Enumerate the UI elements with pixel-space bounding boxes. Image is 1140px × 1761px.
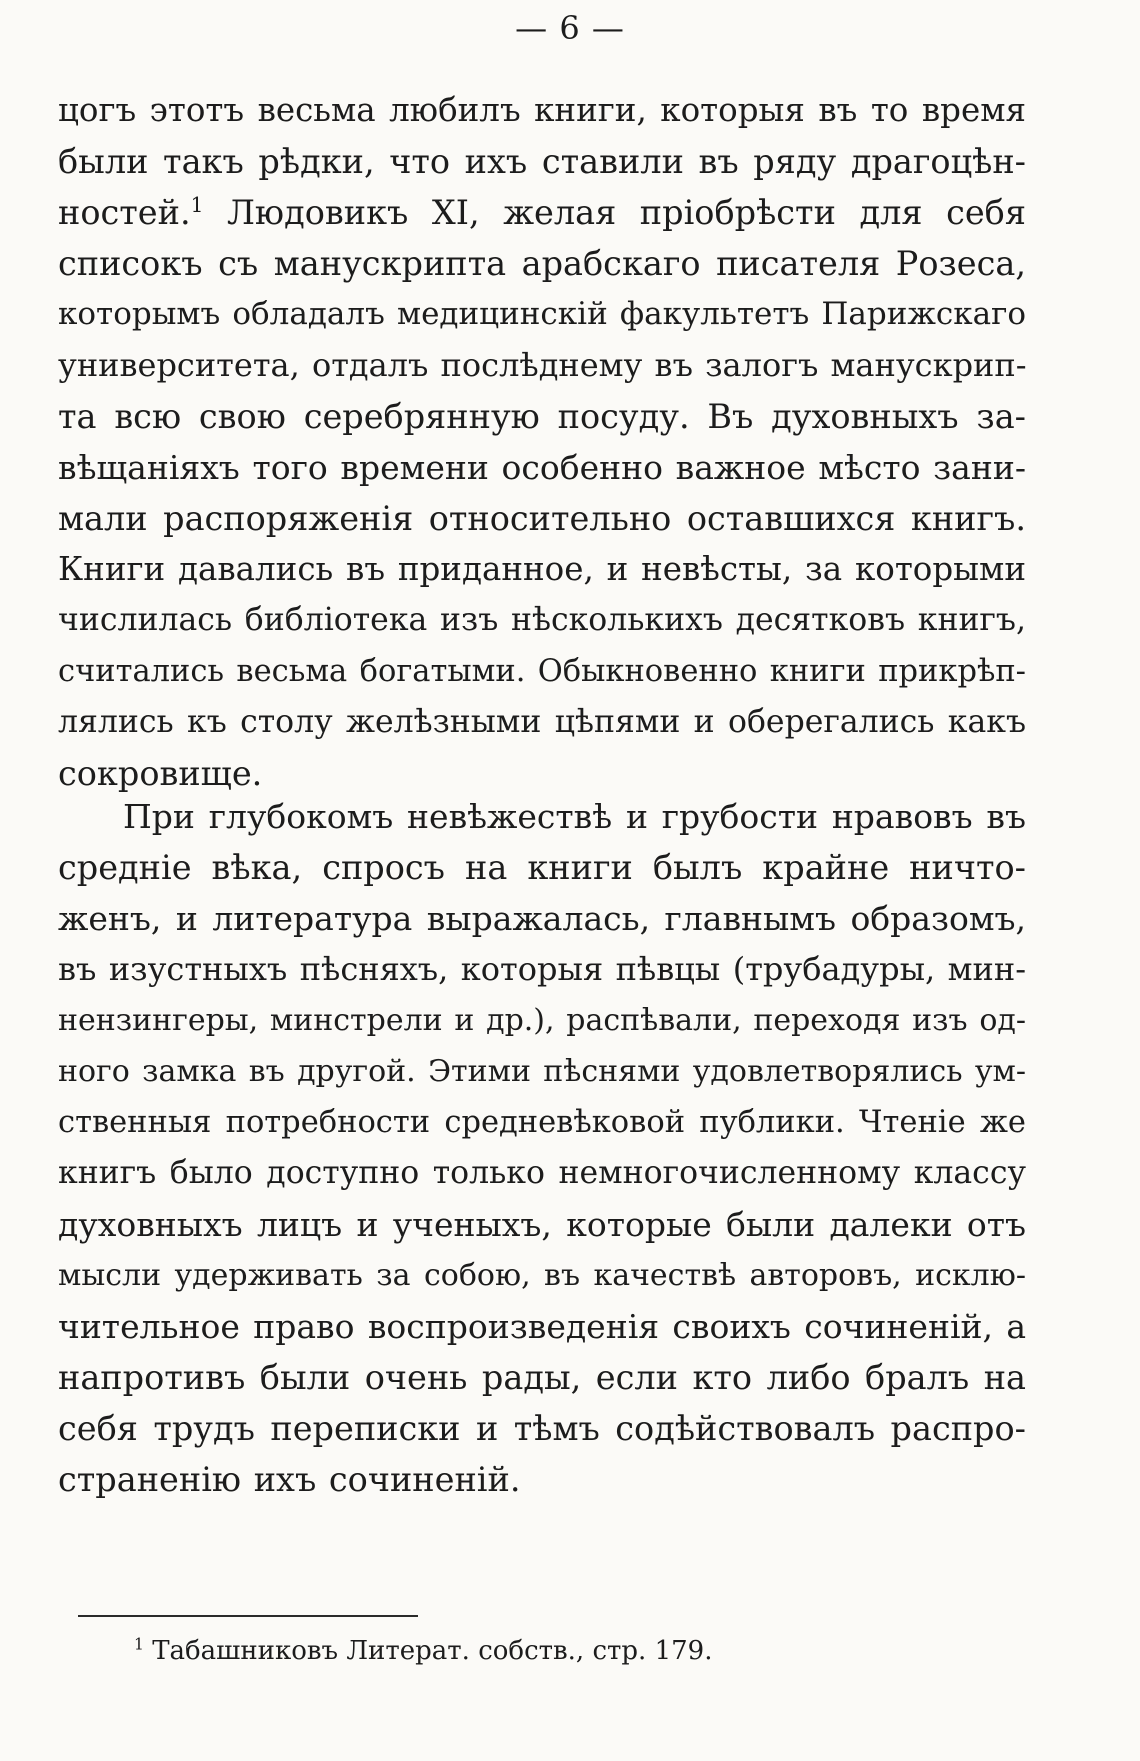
text-line (58, 187, 1026, 238)
text-line: университета, отдалъ послѣднему въ залогъ манускрип- (58, 346, 1027, 384)
text-line: чительное право воспроизведенія своихъ сочиненій, а (58, 1307, 1026, 1346)
text-line: духовныхъ лицъ и ученыхъ, которые были далеки отъ (58, 1205, 1026, 1244)
text-line: въ изустныхъ пѣсняхъ, которыя пѣвцы (трубадуры, мин- (58, 950, 1026, 988)
text-line: цогъ этотъ весьма любилъ книги, которыя въ то время (58, 91, 1026, 129)
footnote-divider (78, 1615, 418, 1617)
text-line: сокровище. (58, 754, 263, 793)
text-line: книгъ было доступно только немногочисленному классу (58, 1155, 1026, 1191)
paragraph-1 (58, 85, 1026, 799)
text-line: были такъ рѣдки, что ихъ ставили въ ряду драгоцѣн- (58, 142, 1026, 181)
page-number: — 6 — (515, 9, 625, 47)
text-line: нензингеры, минстрели и др.), распѣвали, переходя изъ од- (58, 1003, 1026, 1038)
text-line: напротивъ были очень рады, если кто либо бралъ на (58, 1358, 1026, 1397)
text-line: вѣщаніяхъ того времени особенно важное мѣсто зани- (58, 448, 1026, 487)
text-line: мали распоряженія относительно оставшихся книгъ. (58, 499, 1026, 538)
footnote-text: Табашниковъ Литерат. собств., стр. 179. (152, 1636, 713, 1666)
text-line: лялись къ столу желѣзными цѣпями и оберегались какъ (58, 704, 1026, 740)
text-segment: ностей. (58, 193, 191, 232)
text-line: та всю свою серебрянную посуду. Въ духовныхъ за- (58, 397, 1026, 436)
text-line: страненію ихъ сочиненій. (58, 1460, 521, 1499)
text-line: ственныя потребности средневѣковой публики. Чтеніе же (58, 1105, 1026, 1140)
text-line: мысли удерживать за собою, въ качествѣ авторовъ, исклю- (58, 1258, 1026, 1293)
text-line: При глубокомъ невѣжествѣ и грубости нравовъ въ (123, 797, 1026, 836)
footnote-marker: 1 (134, 1635, 144, 1654)
text-line: ного замка въ другой. Этими пѣснями удовлетворялись ум- (58, 1054, 1026, 1089)
text-line: себя трудъ переписки и тѣмъ содѣйствовалъ распро- (58, 1409, 1026, 1448)
text-line: числилась библіотека изъ нѣсколькихъ десятковъ книгъ, (58, 602, 1026, 638)
text-line: которымъ обладалъ медицинскій факультетъ Парижскаго (58, 296, 1026, 332)
paragraph-2 (58, 791, 1026, 1505)
footnote-reference: 1 (190, 192, 204, 217)
text-line: списокъ съ манускрипта арабскаго писателя Розеса, (58, 244, 1026, 283)
text-line: считались весьма богатыми. Обыкновенно книги прикрѣп- (58, 654, 1026, 689)
text-line: женъ, и литература выражалась, главнымъ образомъ, (58, 899, 1026, 938)
footnote (134, 1633, 712, 1669)
text-line: Книги давались въ приданное, и невѣсты, за которыми (58, 550, 1026, 588)
text-line: средніе вѣка, спросъ на книги былъ крайне ничто- (58, 848, 1026, 887)
text-segment: Людовикъ XI, желая пріобрѣсти для себя (226, 193, 1026, 232)
